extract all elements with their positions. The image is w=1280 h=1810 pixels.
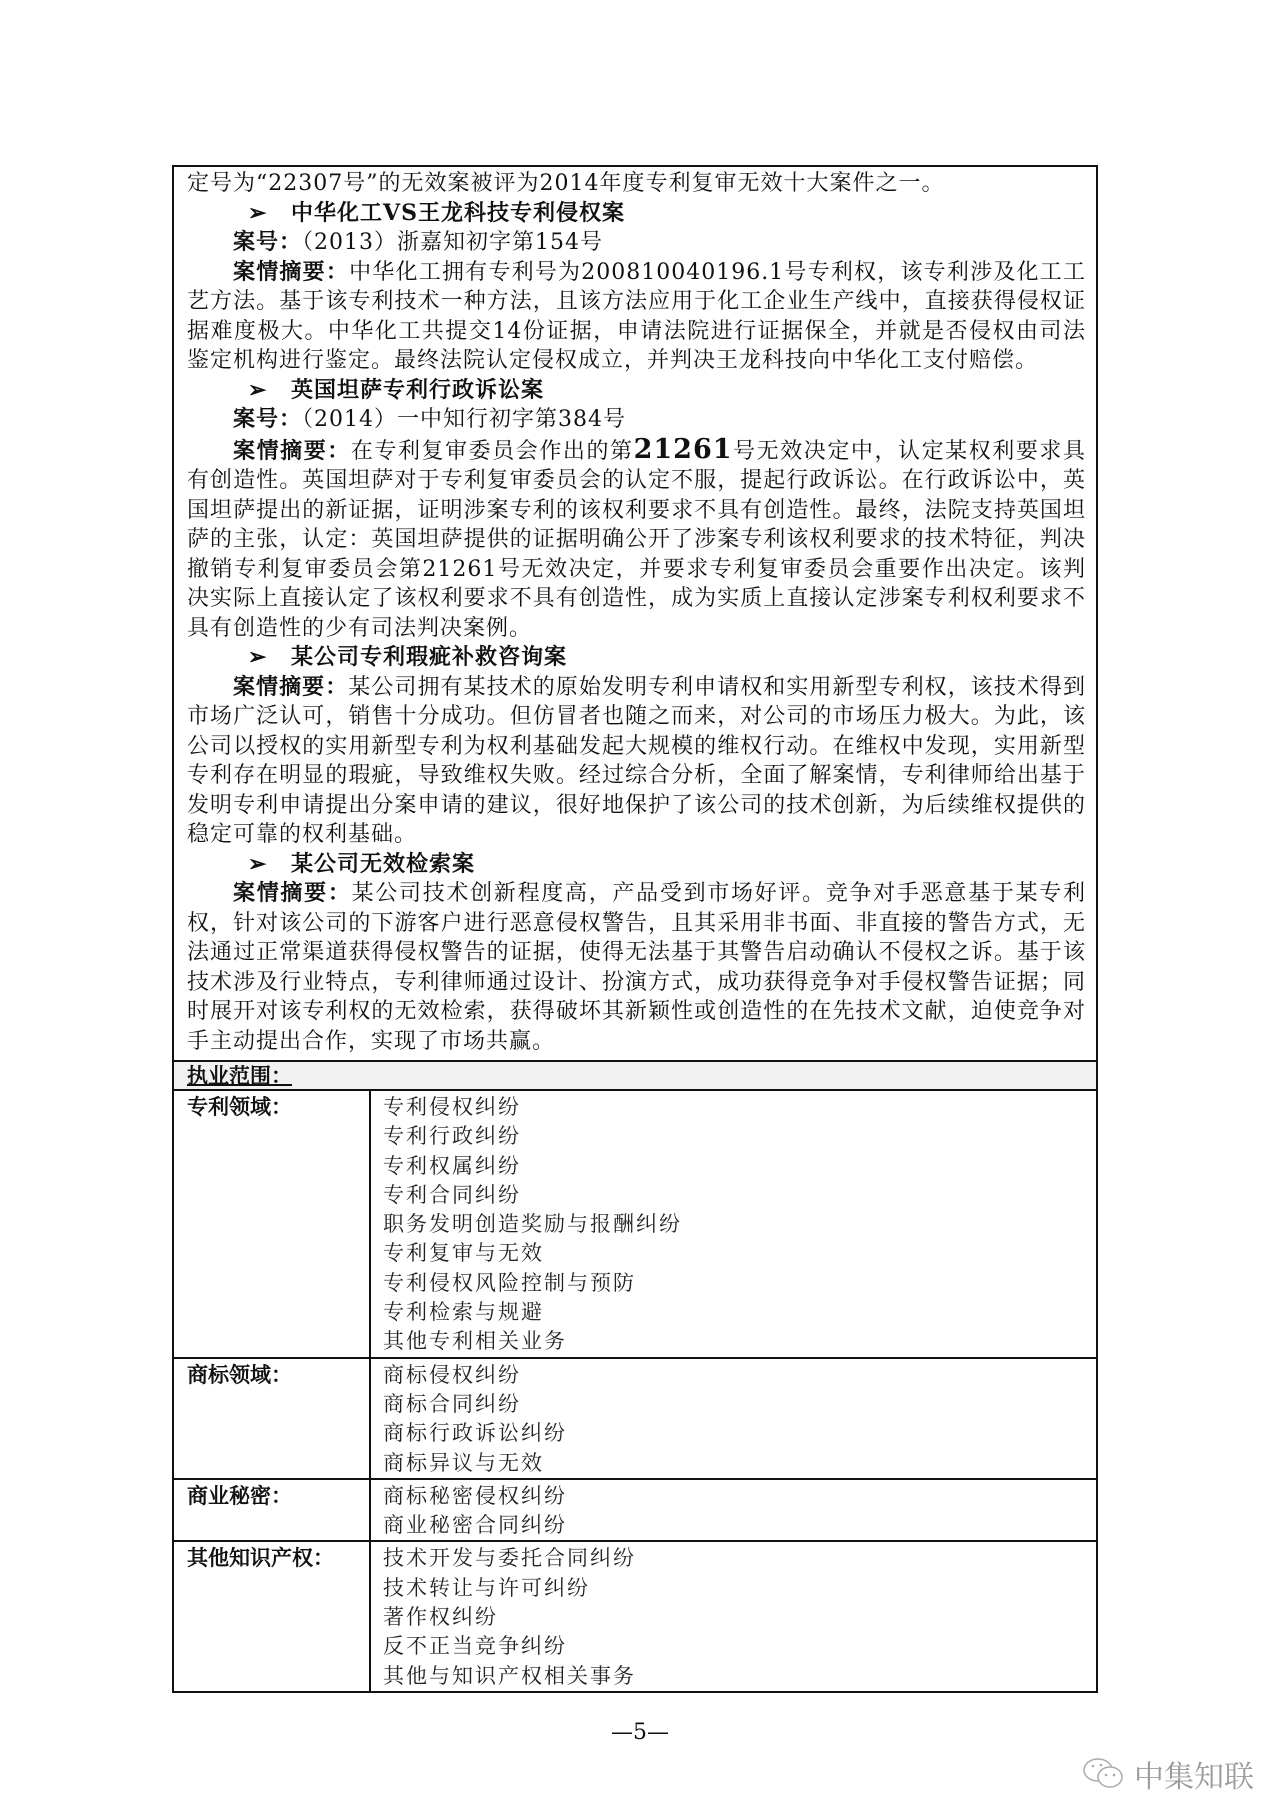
scope-item: 其他与知识产权相关事务 bbox=[383, 1663, 636, 1688]
summary-text: 号无效决定中，认定某权利要求具有创造性。英国坦萨对于专利复审委员会的认定不服，提起行政诉讼。在行政诉讼中，英国坦萨提出的新证据，证明涉案专利的该权利要求不具有创造性。最终，法院支持英国坦萨的主张，认定：英国坦萨提供的证据明确公开了涉案专利该权利要求的技术特征，判决撤销专利复审委员会第21261号无效决定，并要求专利复审委员会重要作出决定。该判决实际上直接认定了该权利要求不具有创造性，成为实质上直接认定涉案专利权利要求不具有创造性的少有司法判决案例。 bbox=[187, 438, 1086, 641]
scope-item-list bbox=[371, 1480, 1096, 1541]
scope-item: 专利行政纠纷 bbox=[383, 1124, 521, 1149]
case-title-text: 某公司专利瑕疵补救咨询案 bbox=[291, 644, 568, 670]
intro-line: 定号为“22307号”的无效案被评为2014年度专利复审无效十大案件之一。 bbox=[187, 171, 945, 196]
summary-text: 中华化工拥有专利号为200810040196.1号专利权，该专利涉及化工工艺方法。基于该专利技术一种方法，且该方法应用于化工企业生产线中，直接获得侵权证据难度极大。中华化工共提交14份证据，申请法院进行证据保全，并就是否侵权由司法鉴定机构进行鉴定。最终法院认定侵权成立，并判决王龙科技向中华化工支付赔偿。 bbox=[187, 259, 1086, 373]
case-title-text: 中华化工VS王龙科技专利侵权案 bbox=[291, 199, 625, 226]
case-title bbox=[187, 643, 1086, 673]
scope-heading-row bbox=[174, 1060, 1096, 1091]
scope-item: 商标异议与无效 bbox=[383, 1450, 544, 1475]
summary-label: 案情摘要： bbox=[233, 258, 350, 285]
scope-item: 商标合同纠纷 bbox=[383, 1391, 521, 1416]
case-number-label: 案号： bbox=[233, 406, 303, 432]
arrow-bullet-icon: ➢ bbox=[248, 644, 268, 670]
scope-item: 反不正当竞争纠纷 bbox=[383, 1634, 567, 1659]
scope-item-list bbox=[371, 1542, 1096, 1690]
case-title bbox=[187, 199, 1086, 229]
case-number-label: 案号： bbox=[233, 229, 303, 255]
summary-text: 某公司拥有某技术的原始发明专利申请权和实用新型专利权，该技术得到市场广泛认可，销售十分成功。但仿冒者也随之而来，对公司的市场压力极大。为此，该公司以授权的实用新型专利为权利基础发起大规模的维权行动。在维权中发现，实用新型专利存在明显的瑕疵，导致维权失败。经过综合分析，全面了解案情，专利律师给出基于发明专利申请提出分案申请的建议，很好地保护了该公司的技术创新，为后续维权提供的稳定可靠的权利基础。 bbox=[187, 674, 1086, 847]
scope-category-label: 商业秘密： bbox=[174, 1480, 371, 1541]
summary-label: 案情摘要： bbox=[233, 880, 352, 906]
case-summary bbox=[187, 258, 1086, 376]
decision-number: 21261 bbox=[633, 433, 733, 465]
scope-heading: 执业范围： bbox=[187, 1063, 292, 1088]
scope-row bbox=[174, 1091, 1096, 1359]
summary-label: 案情摘要： bbox=[233, 437, 351, 464]
arrow-bullet-icon: ➢ bbox=[248, 199, 268, 226]
arrow-bullet-icon: ➢ bbox=[248, 376, 268, 403]
scope-item-list bbox=[371, 1359, 1096, 1478]
scope-item: 专利权属纠纷 bbox=[383, 1153, 521, 1178]
wechat-icon bbox=[1082, 1756, 1126, 1792]
page-number: —5— bbox=[611, 1720, 669, 1745]
case-title-text: 某公司无效检索案 bbox=[291, 850, 476, 877]
scope-category-label: 商标领域： bbox=[174, 1359, 371, 1478]
scope-item: 职务发明创造奖励与报酬纠纷 bbox=[383, 1212, 682, 1237]
scope-item: 商标侵权纠纷 bbox=[383, 1362, 521, 1387]
case-number-value: （2014）一中知行初字第384号 bbox=[302, 407, 626, 432]
scope-item: 商标行政诉讼纠纷 bbox=[383, 1421, 567, 1446]
scope-item: 著作权纠纷 bbox=[383, 1605, 498, 1630]
case-number bbox=[187, 228, 1086, 258]
summary-label: 案情摘要： bbox=[233, 673, 349, 700]
scope-item: 专利侵权纠纷 bbox=[383, 1095, 521, 1119]
scope-item: 专利复审与无效 bbox=[383, 1241, 544, 1266]
watermark-text: 中集知联 bbox=[1134, 1760, 1254, 1795]
case-number bbox=[187, 405, 1086, 435]
scope-item: 其他专利相关业务 bbox=[383, 1329, 567, 1354]
scope-row bbox=[174, 1542, 1096, 1692]
summary-text: 某公司技术创新程度高，产品受到市场好评。竞争对手恶意基于某专利权，针对该公司的下游客户进行恶意侵权警告，且其采用非书面、非直接的警告方式，无法通过正常渠道获得侵权警告的证据，使得无法基于其警告启动确认不侵权之诉。基于该技术涉及行业特点，专利律师通过设计、扮演方式，成功获得竞争对手侵权警告证据；同时展开对该专利权的无效检索，获得破坏其新颖性或创造性的在先技术文献，迫使竞争对手主动提出合作，实现了市场共赢。 bbox=[187, 881, 1086, 1054]
document-table bbox=[172, 165, 1098, 1693]
scope-item: 专利侵权风险控制与预防 bbox=[383, 1270, 636, 1295]
scope-item: 专利合同纠纷 bbox=[383, 1182, 521, 1207]
case-number-value: （2013）浙嘉知初字第154号 bbox=[302, 230, 603, 255]
scope-item: 商标秘密侵权纠纷 bbox=[383, 1483, 567, 1508]
scope-category-label: 其他知识产权： bbox=[174, 1542, 371, 1690]
scope-category-label: 专利领域： bbox=[174, 1091, 371, 1357]
scope-row bbox=[174, 1480, 1096, 1543]
case-title bbox=[187, 376, 1086, 406]
scope-row bbox=[174, 1359, 1096, 1480]
case-summary bbox=[187, 673, 1086, 850]
case-list bbox=[174, 167, 1096, 1060]
case-summary bbox=[187, 879, 1086, 1056]
case-summary bbox=[187, 435, 1086, 644]
scope-item-list bbox=[371, 1091, 1096, 1357]
case-title-text: 英国坦萨专利行政诉讼案 bbox=[291, 376, 545, 403]
scope-item: 技术转让与许可纠纷 bbox=[383, 1575, 590, 1600]
watermark bbox=[1082, 1752, 1254, 1796]
case-title bbox=[187, 850, 1086, 880]
scope-item: 技术开发与委托合同纠纷 bbox=[383, 1546, 636, 1571]
scope-table bbox=[174, 1091, 1096, 1693]
scope-item: 商业秘密合同纠纷 bbox=[383, 1513, 567, 1538]
arrow-bullet-icon: ➢ bbox=[248, 850, 268, 877]
scope-item: 专利检索与规避 bbox=[383, 1300, 544, 1325]
summary-text: 在专利复审委员会作出的第 bbox=[350, 438, 634, 464]
